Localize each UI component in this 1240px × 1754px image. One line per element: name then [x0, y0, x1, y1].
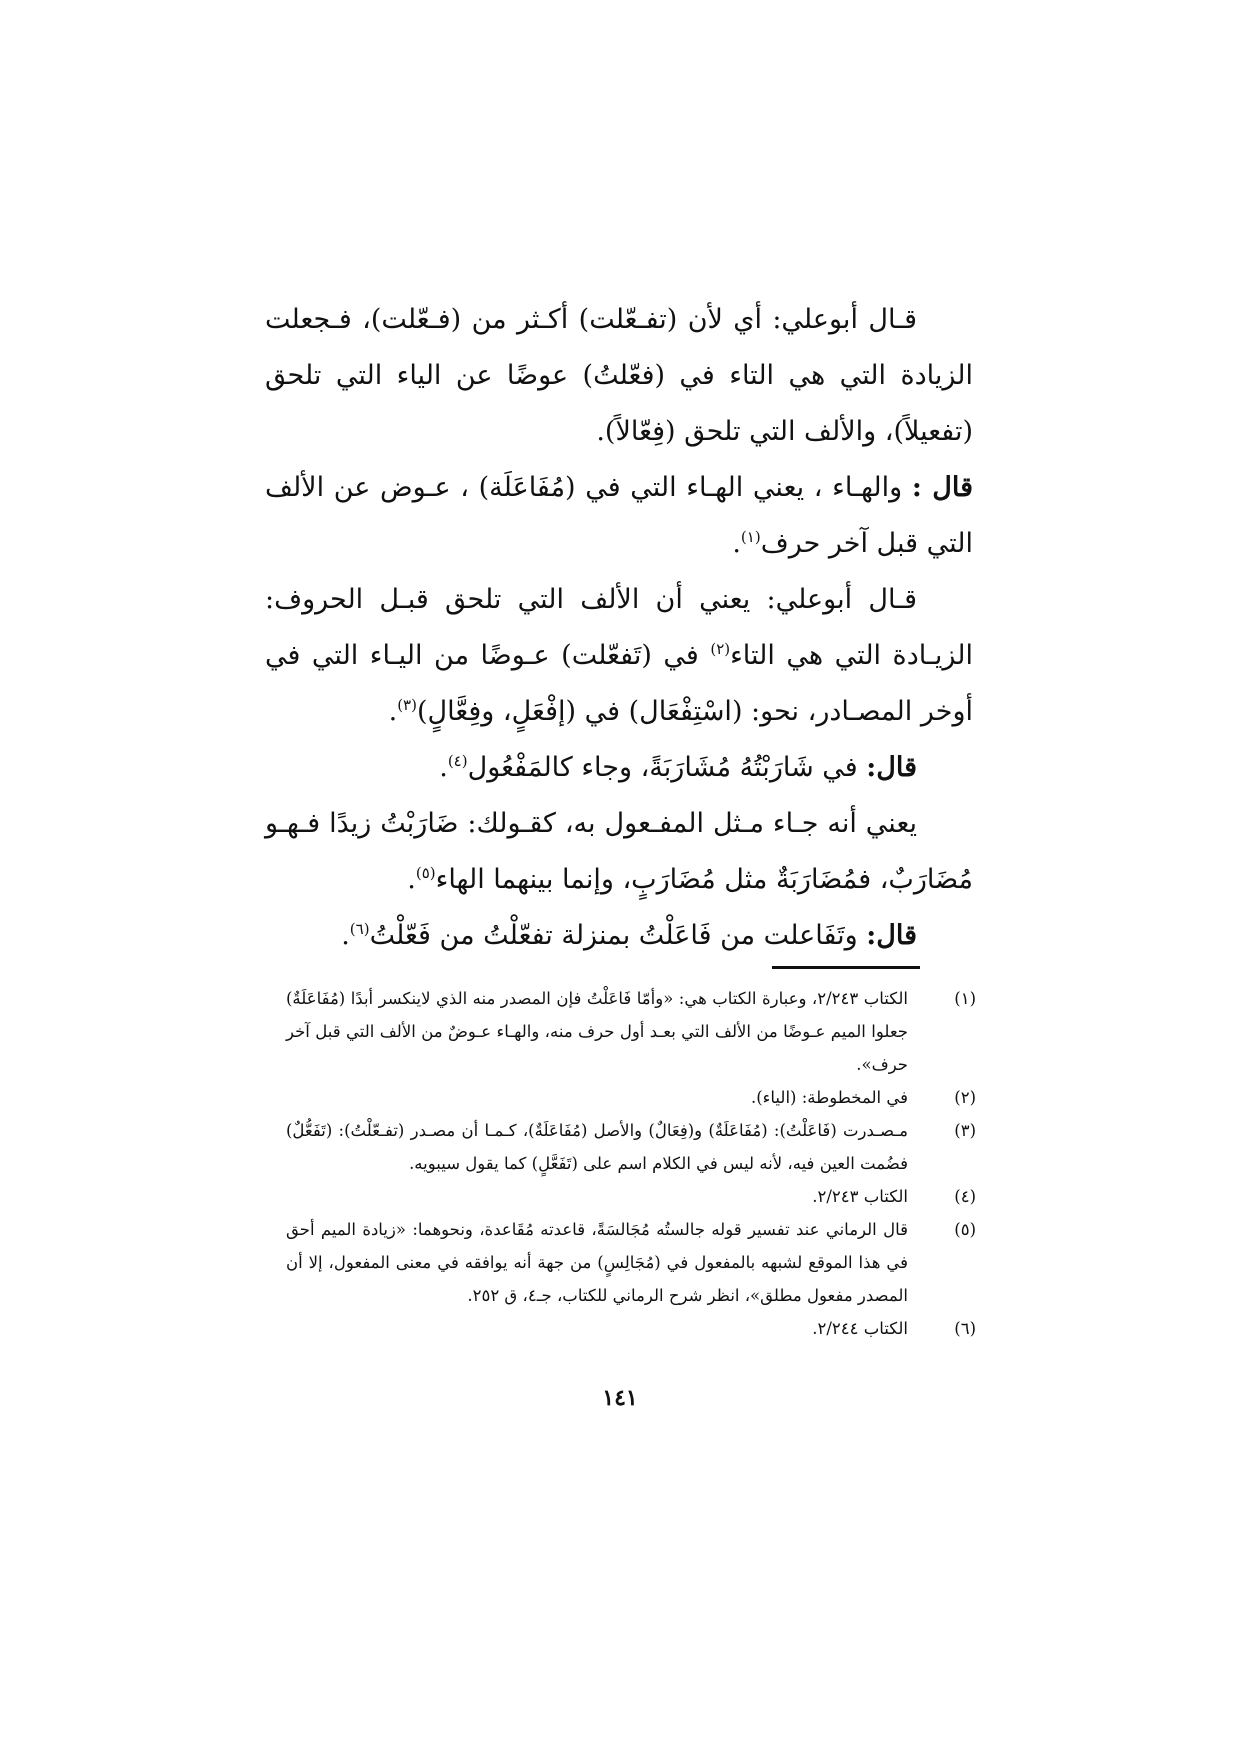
- paragraph-5-end: .: [407, 864, 416, 895]
- paragraph-3-end: .: [388, 696, 398, 727]
- qal-label: قال :: [911, 472, 973, 503]
- paragraph-6-text: وتَفَاعلت من فَاعَلْتُ بمنزلة تفعّلْتُ من فَعّلْتُ: [369, 920, 867, 951]
- footnote-separator: [772, 966, 920, 969]
- footnote-text: الكتاب ٢/٢٤٤.: [812, 1319, 908, 1338]
- paragraph-6: [265, 908, 973, 964]
- paragraph-3: [265, 572, 973, 740]
- footnote-number: (٣): [954, 1121, 976, 1140]
- footnotes: [286, 982, 976, 1345]
- footnote: [286, 1180, 976, 1213]
- footnote-ref-1[interactable]: (١): [740, 528, 761, 546]
- paragraph-6-end: .: [341, 920, 350, 951]
- page-number: ١٤١: [602, 1385, 638, 1411]
- footnote-text: الكتاب ٢/٢٤٣، وعبارة الكتاب هي: «وأمّا فَاعَلْتُ فإن المصدر منه الذي لاينكسر أبدًا (مُفَاعَلَةٌ) جعلوا الميم عـوضًا من الألف التي بعـد أول حرف منه، والهـاء عـوضٌ من الألف التي قبل آخر حرف».: [286, 989, 908, 1074]
- footnote: [286, 1213, 976, 1312]
- qal-label: قال:: [866, 752, 917, 783]
- footnote-text: الكتاب ٢/٢٤٣.: [812, 1187, 908, 1206]
- footnote-number: (٤): [954, 1187, 976, 1206]
- footnote: [286, 1312, 976, 1345]
- footnote: [286, 982, 976, 1081]
- paragraph-4-end: .: [439, 752, 448, 783]
- footnote: [286, 1081, 976, 1114]
- paragraph-3-text-a: قـال أبوعلي: يعني أن الألف التي تلحق قبـل الحروف: الزيـادة التي هي التاء: [265, 584, 973, 671]
- main-text: [265, 292, 973, 964]
- paragraph-4-text: في شَارَبْتُهُ مُشَارَبَةً، وجاء كالمَفْعُول: [467, 752, 867, 783]
- footnote-ref-6[interactable]: (٦): [349, 920, 370, 938]
- footnote-number: (٢): [954, 1088, 976, 1107]
- paragraph-4: [265, 740, 973, 796]
- paragraph-5-text: يعني أنه جـاء مـثل المفـعول به، كقـولك: ضَارَبْتُ زيدًا فـهـو مُضَارَبٌ، فمُضَارَبَةٌ مثل مُضَارَبٍ، وإنما بينهما الهاء: [265, 808, 973, 895]
- footnote-ref-4[interactable]: (٤): [447, 752, 468, 770]
- paragraph-1: [265, 292, 973, 460]
- footnote-number: (٦): [954, 1319, 976, 1338]
- footnote-text: قال الرماني عند تفسير قوله جالستُه مُجَالسَةً، قاعدته مُقَاعدة، ونحوهما: «زيادة الميم أحق في هذا الموقع لشبهه بالمفعول في (مُجَالِسٍ) من جهة أنه يوافقه في معنى المفعول، إلا أن المصدر مفعول مطلق»، انظر شرح الرماني للكتاب، جـ٤، ق ٢٥٢.: [286, 1220, 908, 1305]
- footnote-text: مـصـدرت (فَاعَلْتُ): (مُفَاعَلَةٌ) و(فِعَالٌ) والأصل (مُفَاعَلَةٌ)، كـمـا أن مصـدر (تفـعّلْتُ): (تَفَعُّلٌ) فضُمت العين فيه، لأنه ليس في الكلام اسم على (تَفَعَّلٍ) كما يقول سيبويه.: [286, 1121, 908, 1173]
- paragraph-5: [265, 796, 973, 908]
- footnote-ref-2[interactable]: (٢): [710, 640, 731, 658]
- footnote-number: (٥): [954, 1220, 976, 1239]
- footnote-ref-5[interactable]: (٥): [415, 864, 436, 882]
- paragraph-2-end: .: [732, 528, 741, 559]
- paragraph-2-text: والهـاء ، يعني الهـاء التي في (مُفَاعَلَة) ، عـوض عن الألف التي قبل آخر حرف: [265, 472, 973, 559]
- paragraph-3-text-b: في (تَفعّلت) عـوضًا من اليـاء التي في أوخر المصـادر، نحو: (اسْتِفْعَال) في (إفْعَلٍ، وفِعَّالٍ): [265, 640, 973, 727]
- footnote: [286, 1114, 976, 1180]
- qal-label: قال:: [866, 920, 917, 951]
- footnote-number: (١): [954, 989, 976, 1008]
- paragraph-1-text: قـال أبوعلي: أي لأن (تفـعّلت) أكـثر من (فـعّلت)، فـجعلت الزيادة التي هي التاء في (فعّلتُ) عوضًا عن الياء التي تلحق (تفعيلاً)، والألف التي تلحق (فِعّالاً).: [265, 304, 973, 447]
- footnote-text: في المخطوطة: (الياء).: [750, 1088, 908, 1107]
- paragraph-2: [265, 460, 973, 572]
- footnote-ref-3[interactable]: (٣): [397, 696, 417, 714]
